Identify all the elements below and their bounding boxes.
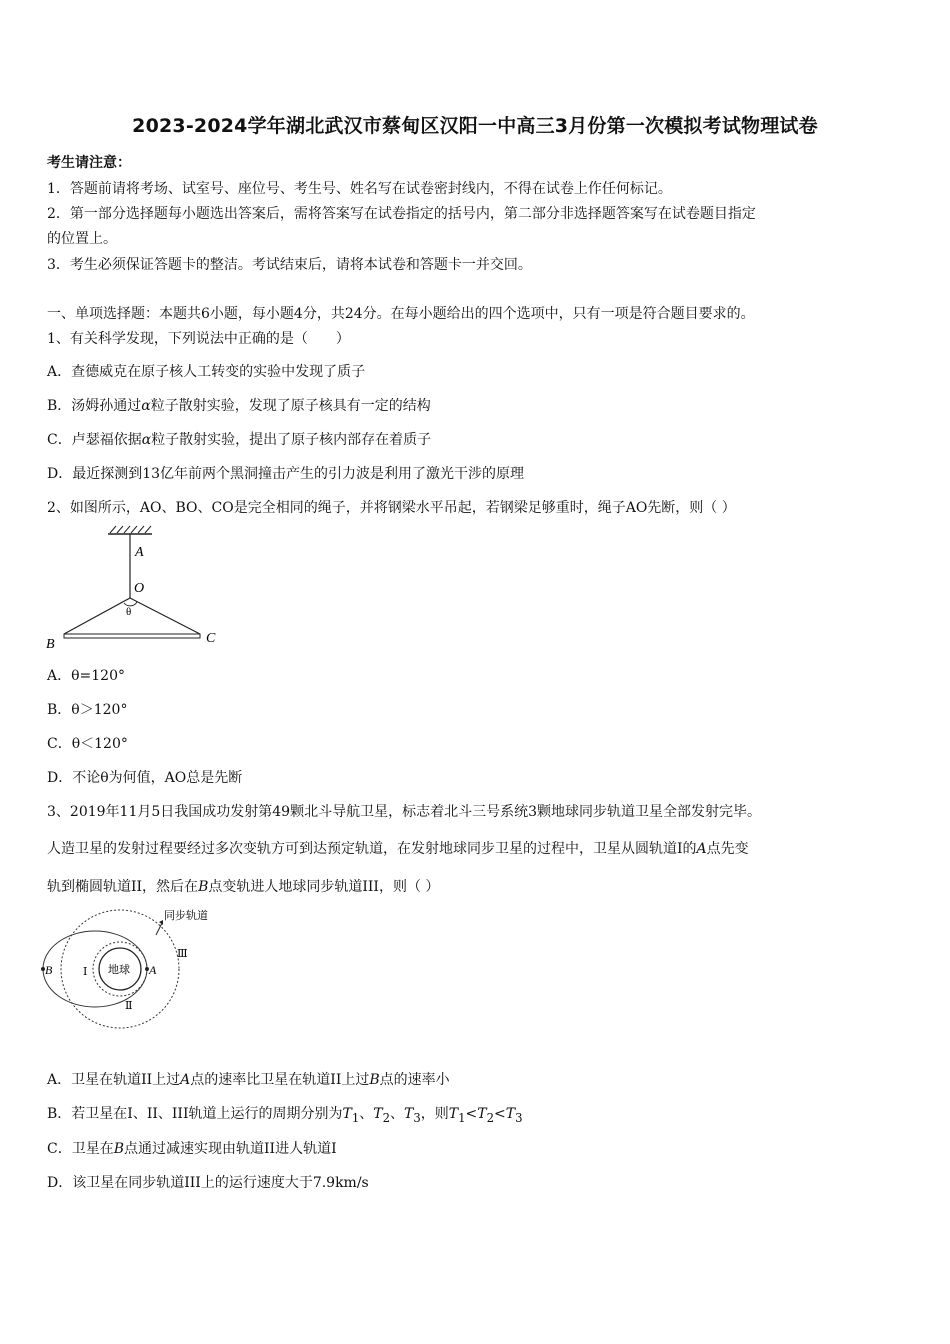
q2-option-b: B．θ＞120° [47, 702, 128, 718]
notice-item-3: 3．考生必须保证答题卡的整洁。考试结束后，请将本试卷和答题卡一并交回。 [47, 257, 532, 273]
q1-option-a: A．查德威克在原子核人工转变的实验中发现了质子 [47, 364, 366, 380]
label-i: Ⅰ [83, 966, 88, 978]
q3-option-b: B．若卫星在I、II、III轨道上运行的周期分别为$T_1$、$T_2$、$T_3$，则$T_1<T_2<T_3$ [47, 1106, 523, 1125]
q2-option-c: C．θ＜120° [47, 736, 128, 752]
q3-figure-orbit-diagram [40, 905, 230, 1030]
notice-item-2-cont: 的位置上。 [47, 231, 117, 247]
notice-item-1: 1．答题前请将考场、试室号、座位号、考生号、姓名写在试卷密封线内，不得在试卷上作任何标记。 [47, 181, 672, 197]
label-o: O [134, 581, 145, 596]
page-title: 2023-2024学年湖北武汉市蔡甸区汉阳一中高三3月份第一次模拟考试物理试卷 [132, 115, 818, 137]
q1-option-b: B．汤姆孙通过α粒子散射实验，发现了原子核具有一定的结构 [47, 398, 431, 414]
label-earth: 地球 [108, 964, 130, 976]
notice-item-2: 2．第一部分选择题每小题选出答案后，需将答案写在试卷指定的括号内，第二部分非选择题答案写在试卷题目指定 [47, 206, 756, 222]
q1-option-d: D．最近探测到13亿年前两个黑洞撞击产生的引力波是利用了激光干涉的原理 [47, 466, 525, 482]
label-ii: Ⅱ [125, 1000, 133, 1012]
label-c: C [206, 631, 216, 646]
label-b: B [46, 637, 55, 652]
section-heading: 一、单项选择题：本题共6小题，每小题4分，共24分。在每小题给出的四个选项中，只有一项是符合题目要求的。 [47, 306, 755, 322]
q3-stem-line2: 人造卫星的发射过程要经过多次变轨方可到达预定轨道，在发射地球同步卫星的过程中，卫星从圆轨道I的A点先变 [47, 841, 749, 857]
q3-option-d: D．该卫星在同步轨道III上的运行速度大于7.9km/s [47, 1175, 369, 1191]
q2-option-a: A．θ=120° [47, 668, 125, 684]
q2-figure-beam-diagram [40, 522, 240, 652]
label-sync-orbit: 同步轨道 [164, 910, 208, 922]
q1-stem: 1、有关科学发现，下列说法中正确的是（ ） [47, 331, 350, 347]
q2-option-d: D．不论θ为何值，AO总是先断 [47, 770, 243, 786]
q3-stem-line1: 3、2019年11月5日我国成功发射第49颗北斗导航卫星，标志着北斗三号系统3颗地球同步轨道卫星全部发射完毕。 [47, 804, 761, 820]
q1-option-c: C．卢瑟福依据α粒子散射实验，提出了原子核内部存在着质子 [47, 432, 432, 448]
label-theta: θ [126, 606, 132, 618]
label-point-a: A [149, 963, 157, 977]
q3-stem-line3: 轨到椭圆轨道II，然后在B点变轨进人地球同步轨道III，则（ ） [47, 879, 440, 895]
q3-option-c: C．卫星在B点通过减速实现由轨道II进人轨道I [47, 1141, 337, 1157]
label-iii: Ⅲ [177, 948, 188, 960]
label-a: A [135, 545, 144, 560]
q3-option-a: A．卫星在轨道II上过A点的速率比卫星在轨道II上过B点的速率小 [47, 1072, 450, 1088]
notice-heading: 考生请注意： [47, 155, 131, 171]
q2-stem: 2、如图所示，AO、BO、CO是完全相同的绳子，并将钢梁水平吊起，若钢梁足够重时，绳子AO先断，则（ ） [47, 500, 736, 516]
label-point-b: B [45, 963, 53, 977]
